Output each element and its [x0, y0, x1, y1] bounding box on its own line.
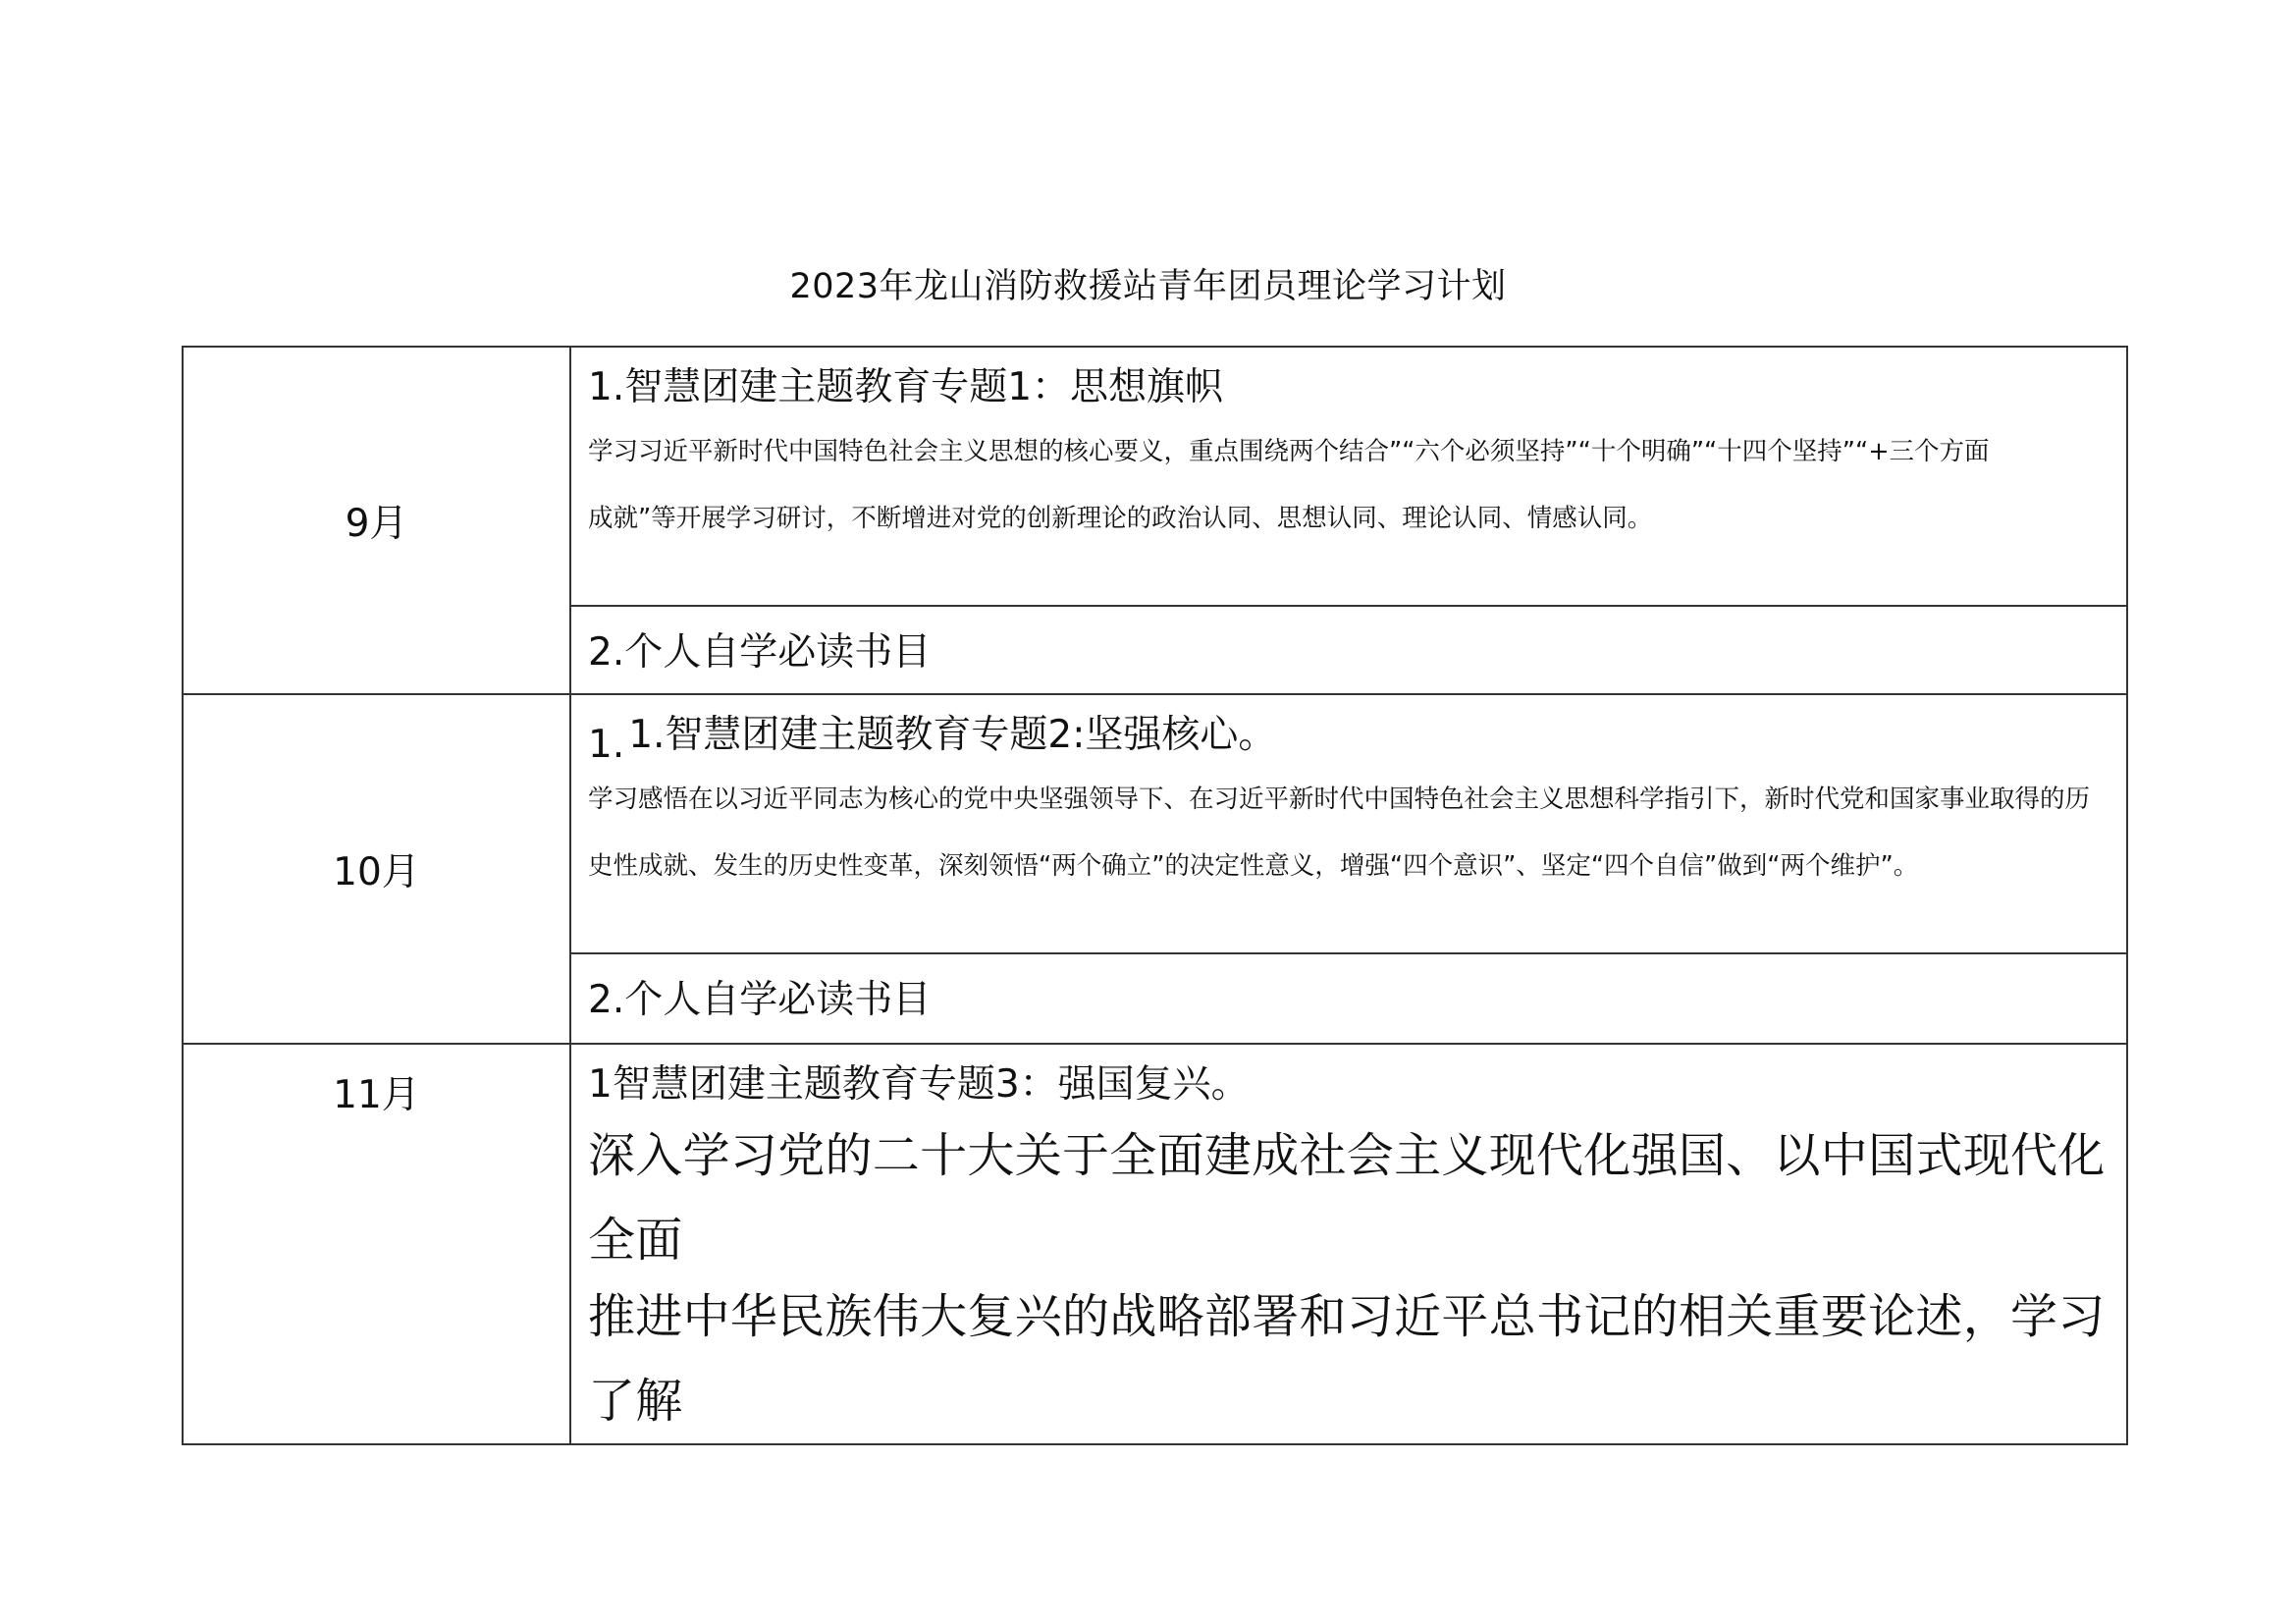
topic-description-line: 史性成就、发生的历史性变革，深刻领悟“两个确立”的决定性意义，增强“四个意识”、坚定“四个自信”做到“两个维护”。 [588, 851, 1919, 881]
book-cell-september [570, 606, 2127, 694]
topic-description-line: 学习感悟在以习近平同志为核心的党中央坚强领导下、在习近平新时代中国特色社会主义思想科学指引下，新时代党和国家事业取得的历 [588, 785, 2091, 814]
month-cell-october [183, 694, 570, 1044]
topic-number-prefix: 1. [588, 723, 625, 767]
month-label-september: 9月 [345, 502, 408, 546]
topic-title-september: 1.智慧团建主题教育专题1：思想旗帜 [588, 365, 1224, 409]
reading-list-label-september: 2.个人自学必读书目 [588, 630, 932, 675]
topic-title-november: 1智慧团建主题教育专题3：强国复兴。 [588, 1062, 1250, 1107]
book-cell-october [570, 953, 2127, 1044]
month-cell-november [183, 1044, 570, 1444]
month-label-november: 11月 [333, 1073, 420, 1117]
topic-cell-november [570, 1044, 2127, 1444]
topic-title-october [588, 709, 2110, 767]
document-title: 2023年龙山消防救援站青年团员理论学习计划 [789, 267, 1507, 306]
study-plan-table [182, 346, 2128, 1445]
topic-description-line: 成就”等开展学习研讨，不断增进对党的创新理论的政治认同、思想认同、理论认同、情感认同。 [588, 504, 1653, 533]
topic-cell-october [570, 694, 2127, 953]
month-label-october: 10月 [333, 850, 420, 894]
table-row-september-topic [183, 347, 2127, 606]
topic-description-line: 推进中华民族伟大复兴的战略部署和习近平总书记的相关重要论述，学习了解 [588, 1289, 2106, 1429]
reading-list-label-october: 2.个人自学必读书目 [588, 978, 932, 1022]
month-cell-september [183, 347, 570, 694]
topic-description-line: 深入学习党的二十大关于全面建成社会主义现代化强国、以中国式现代化全面 [588, 1128, 2106, 1268]
topic-description-line: 学习习近平新时代中国特色社会主义思想的核心要义，重点围绕两个结合”“六个必须坚持”“十个明确”“十四个坚持”“+三个方面 [588, 437, 1990, 466]
table-row-october-topic [183, 694, 2127, 953]
topic-cell-september [570, 347, 2127, 606]
table-row-november [183, 1044, 2127, 1444]
topic-title-text: 1.智慧团建主题教育专题2:坚强核心。 [628, 713, 1277, 757]
